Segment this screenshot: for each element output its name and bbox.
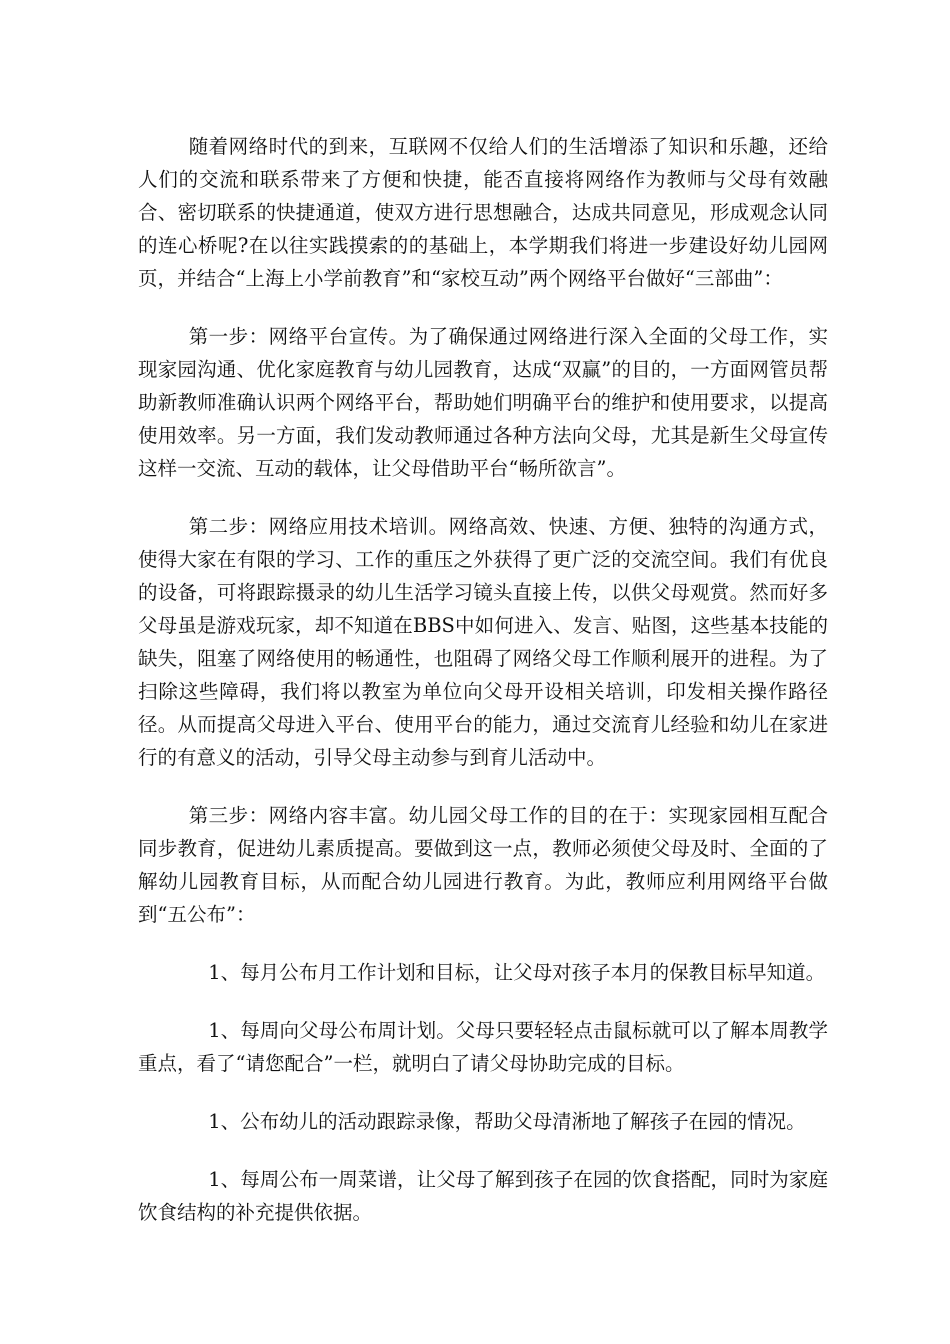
list-item-monthly-plan: 1、每月公布月工作计划和目标，让父母对孩子本月的保教目标早知道。 [208, 961, 826, 984]
paragraph-step-one: 第一步：网络平台宣传。为了确保通过网络进行深入全面的父母工作，实现家园沟通、优化家庭教育与幼儿园教育，达成“双赢”的目的，一方面网管员帮助新教师准确认识两个网络平台，帮助她们明确平台的维护和使用要求，以提高使用效率。另一方面，我们发动教师通过各种方法向父母，尤其是新生父母宣传这样一交流、互动的载体，让父母借助平台“畅所欲言”。 [138, 325, 828, 480]
paragraph-intro: 随着网络时代的到来，互联网不仅给人们的生活增添了知识和乐趣，还给人们的交流和联系带来了方便和快捷，能否直接将网络作为教师与父母有效融合、密切联系的快捷通道，使双方进行思想融合，达成共同意见，形成观念认同的连心桥呢?在以往实践摸索的的基础上，本学期我们将进一步建设好幼儿园网页，并结合“上海上小学前教育”和“家校互动”两个网络平台做好“三部曲”： [138, 135, 828, 290]
document-body [138, 130, 828, 1254]
paragraph-step-three: 第三步：网络内容丰富。幼儿园父母工作的目的在于：实现家园相互配合同步教育，促进幼儿素质提高。要做到这一点，教师必须使父母及时、全面的了解幼儿园教育目标，从而配合幼儿园进行教育。为此，教师应利用网络平台做到“五公布”： [138, 804, 828, 926]
list-item-weekly-plan: 1、每周向父母公布周计划。父母只要轻轻点击鼠标就可以了解本周教学重点，看了“请您配合”一栏，就明白了请父母协助完成的目标。 [138, 1019, 828, 1075]
list-item-weekly-menu: 1、每周公布一周菜谱，让父母了解到孩子在园的饮食搭配，同时为家庭饮食结构的补充提供依据。 [138, 1168, 828, 1224]
paragraph-step-two: 第二步：网络应用技术培训。网络高效、快速、方便、独特的沟通方式，使得大家在有限的学习、工作的重压之外获得了更广泛的交流空间。我们有优良的设备，可将跟踪摄录的幼儿生活学习镜头直接上传，以供父母观赏。然而好多父母虽是游戏玩家，却不知道在BBS中如何进入、发言、贴图，这些基本技能的缺失，阻塞了网络使用的畅通性，也阻碍了网络父母工作顺利展开的进程。为了扫除这些障碍，我们将以教室为单位向父母开设相关培训，印发相关操作路径径。从而提高父母进入平台、使用平台的能力，通过交流育儿经验和幼儿在家进行的有意义的活动，引导父母主动参与到育儿活动中。 [138, 515, 828, 769]
list-item-activity-video: 1、公布幼儿的活动跟踪录像，帮助父母清淅地了解孩子在园的情况。 [208, 1110, 806, 1133]
